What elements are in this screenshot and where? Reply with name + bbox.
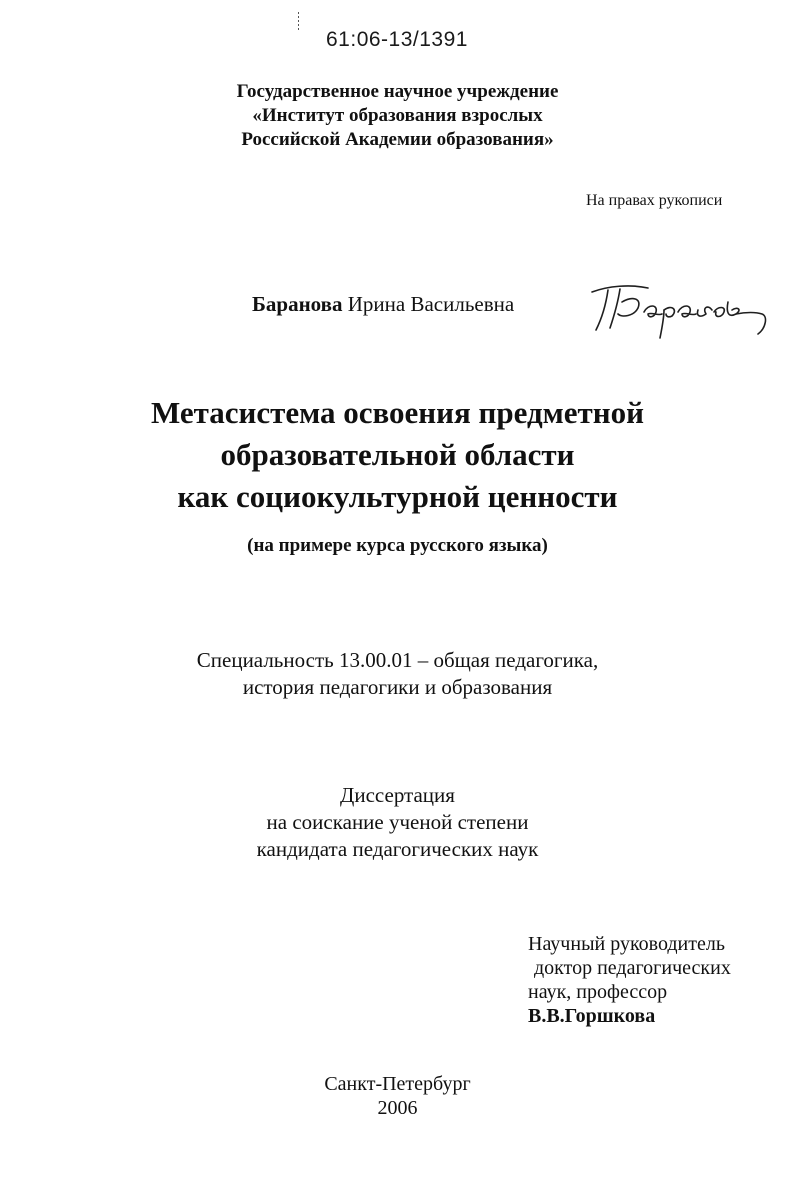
specialty xyxy=(0,647,795,701)
scan-mark xyxy=(297,12,300,30)
degree-line: на соискание ученой степени xyxy=(266,810,529,834)
specialty-line: история педагогики и образования xyxy=(242,675,553,699)
advisor-degree: доктор педагогических xyxy=(534,957,731,979)
advisor-name: В.В.Горшкова xyxy=(528,1005,656,1027)
author-name xyxy=(252,292,514,317)
institution-line: Российской Академии образования» xyxy=(241,129,554,150)
advisor-role: Научный руководитель xyxy=(528,933,725,955)
dissertation-title xyxy=(0,392,795,518)
institution-line: «Институт образования взрослых xyxy=(252,105,543,126)
advisor-title: наук, профессор xyxy=(528,981,668,1003)
degree-line: кандидата педагогических наук xyxy=(256,837,539,861)
institution-name xyxy=(0,80,795,152)
specialty-line: Специальность 13.00.01 – общая педагогика, xyxy=(196,648,599,672)
year: 2006 xyxy=(377,1097,418,1119)
scientific-advisor xyxy=(528,932,731,1028)
manuscript-note: На правах рукописи xyxy=(586,192,723,209)
degree-line: Диссертация xyxy=(340,783,455,807)
author-signature xyxy=(578,272,770,344)
city: Санкт-Петербург xyxy=(324,1073,471,1095)
dissertation-subtitle: (на примере курса русского языка) xyxy=(247,535,548,556)
document-code: 61:06-13/1391 xyxy=(326,28,468,51)
author-surname: Баранова xyxy=(252,292,343,316)
title-line: как социокультурной ценности xyxy=(177,479,618,514)
title-line: Метасистема освоения предметной xyxy=(151,395,644,430)
institution-line: Государственное научное учреждение xyxy=(236,81,559,102)
place-and-year xyxy=(0,1072,795,1120)
author-given-names: Ирина Васильевна xyxy=(347,292,515,316)
title-line: образовательной области xyxy=(220,437,575,472)
degree-statement xyxy=(0,782,795,863)
